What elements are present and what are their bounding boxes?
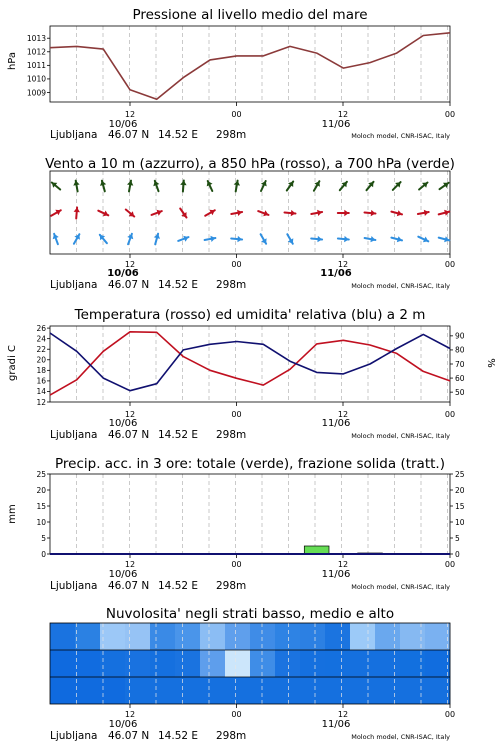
wind-700hpa-arrow-2 — [100, 181, 106, 192]
cloud-cell-alto-3 — [125, 623, 150, 650]
wind-700hpa-arrow-7 — [234, 181, 240, 192]
clouds-title: Nuvolosita' negli strati basso, medio e alto — [105, 606, 395, 622]
wind-10m-arrow-10 — [311, 236, 322, 242]
temp-rh-location-lon: 14.52 E — [158, 429, 199, 441]
precip-plot-frame — [50, 474, 450, 554]
precip-date-2: 11/06 — [321, 569, 351, 580]
y-tick-label-1: 14 — [36, 387, 46, 397]
cloud-cell-basso-1 — [75, 677, 100, 704]
cloud-cell-medio-7 — [225, 650, 250, 677]
wind-850hpa-arrow-8 — [258, 210, 268, 216]
cloud-cell-basso-11 — [325, 677, 350, 704]
precip-location-name: Ljubljana — [50, 580, 98, 592]
wind-10m-arrow-4 — [154, 234, 160, 245]
y-tick-label-4: 20 — [36, 355, 46, 365]
cloud-cell-alto-11 — [325, 623, 350, 650]
temp-rh-title: Temperatura (rosso) ed umidita' relativa (blu) a 2 m — [74, 307, 426, 323]
cloud-cell-alto-15 — [425, 623, 450, 650]
wind-date-1: 10/06 — [107, 268, 139, 279]
temp-ylabel: gradi C — [7, 345, 18, 381]
wind-850hpa-arrow-5 — [180, 209, 186, 218]
wind-xticks — [125, 254, 455, 269]
x-tick-label-0: 12 — [124, 260, 136, 269]
clouds-location-alt: 298m — [216, 730, 247, 742]
cloud-cell-alto-2 — [100, 623, 125, 650]
precip-title: Precip. acc. in 3 ore: totale (verde), frazione solida (tratt.) — [55, 456, 445, 472]
clouds-date-1: 10/06 — [108, 719, 138, 730]
pressure-plot-frame — [50, 26, 450, 102]
wind-10m-arrow-11 — [338, 236, 349, 242]
clouds-heatmap-cells — [50, 623, 450, 704]
cloud-cell-alto-6 — [200, 623, 225, 650]
arrow-head — [237, 236, 242, 242]
clouds-date-2: 11/06 — [321, 719, 351, 730]
y-tick-label-3: 1012 — [26, 47, 46, 57]
clouds-xticks — [125, 704, 455, 719]
wind-10m-arrow-3 — [127, 234, 133, 244]
y-right-tick-label-0: 50 — [455, 387, 465, 397]
x-tick-label-3: 00 — [444, 260, 456, 269]
clouds-model: Moloch model, CNR-ISAC, Italy — [351, 733, 450, 741]
wind-panel — [45, 156, 455, 291]
wind-700hpa-arrow-12 — [367, 182, 374, 190]
temp-rh-model: Moloch model, CNR-ISAC, Italy — [351, 432, 450, 440]
y-tick-label-3: 18 — [36, 366, 46, 376]
y-tick-label-0: 12 — [36, 397, 46, 407]
cloud-cell-basso-4 — [150, 677, 175, 704]
cloud-cell-basso-12 — [350, 677, 375, 704]
cloud-cell-alto-7 — [225, 623, 250, 650]
precip-location-alt: 298m — [216, 580, 247, 592]
cloud-cell-basso-5 — [175, 677, 200, 704]
wind-850hpa-arrow-6 — [205, 210, 215, 216]
cloud-cell-basso-9 — [275, 677, 300, 704]
wind-850hpa-arrow-7 — [231, 210, 242, 216]
pressure-location-alt: 298m — [216, 129, 247, 141]
wind-850hpa-arrow-1 — [74, 208, 80, 219]
cloud-cell-medio-2 — [100, 650, 125, 677]
precip-location-lon: 14.52 E — [158, 580, 199, 592]
clouds-location-lat: 46.07 N — [108, 730, 150, 742]
arrow-head — [317, 236, 322, 242]
cloud-cell-basso-14 — [400, 677, 425, 704]
precip-bar-10 — [304, 546, 329, 554]
x-tick-label-2: 12 — [337, 710, 349, 719]
rh-yticks — [450, 332, 465, 397]
cloud-cell-alto-12 — [350, 623, 375, 650]
cloud-cell-basso-0 — [50, 677, 75, 704]
y-tick-label-5: 25 — [36, 469, 46, 479]
cloud-cell-medio-9 — [275, 650, 300, 677]
wind-850hpa-arrow-11 — [338, 210, 349, 216]
y-tick-label-0: 0 — [41, 549, 46, 559]
wind-10m-arrow-0 — [53, 234, 59, 244]
wind-10m-arrow-2 — [100, 235, 107, 243]
temperature-line — [50, 332, 450, 395]
wind-700hpa-arrow-6 — [207, 181, 213, 191]
cloud-cell-basso-13 — [375, 677, 400, 704]
cloud-cell-alto-13 — [375, 623, 400, 650]
cloud-cell-medio-0 — [50, 650, 75, 677]
arrow-head — [344, 236, 349, 242]
pressure-title: Pressione al livello medio del mare — [132, 7, 368, 23]
y-right-tick-label-1: 60 — [455, 373, 465, 383]
y-tick-label-4: 1013 — [26, 34, 46, 44]
temp-rh-date-2: 11/06 — [321, 418, 351, 429]
x-tick-label-1: 00 — [231, 110, 242, 119]
x-tick-label-0: 12 — [124, 110, 136, 119]
x-tick-label-2: 12 — [337, 410, 349, 419]
cloud-cell-alto-4 — [150, 623, 175, 650]
arrow-head — [234, 181, 240, 186]
wind-850hpa-arrow-0 — [51, 210, 61, 216]
precip-ylabel: mm — [7, 504, 18, 524]
pressure-model: Moloch model, CNR-ISAC, Italy — [351, 132, 450, 140]
cloud-cell-alto-10 — [300, 623, 325, 650]
pressure-ylabel: hPa — [7, 51, 18, 71]
cloud-cell-medio-14 — [400, 650, 425, 677]
wind-700hpa-arrow-3 — [127, 181, 133, 192]
y-right-tick-label-3: 80 — [455, 345, 465, 355]
x-tick-label-2: 12 — [337, 110, 349, 119]
pressure-location-lat: 46.07 N — [108, 129, 150, 141]
temp-rh-location-lat: 46.07 N — [108, 429, 150, 441]
clouds-location-name: Ljubljana — [50, 730, 98, 742]
cloud-cell-medio-10 — [300, 650, 325, 677]
rh-ylabel: % — [485, 358, 496, 368]
pressure-series — [50, 33, 450, 100]
x-tick-label-1: 00 — [231, 260, 242, 269]
pressure-date-2: 11/06 — [321, 119, 351, 130]
y-tick-label-7: 26 — [36, 323, 46, 333]
wind-arrows — [51, 181, 449, 245]
wind-model: Moloch model, CNR-ISAC, Italy — [351, 282, 450, 290]
y-right-tick-label-4: 90 — [455, 331, 465, 341]
wind-850hpa-arrow-10 — [311, 210, 322, 216]
y-right-tick-label-3: 15 — [455, 501, 465, 511]
cloud-cell-basso-7 — [225, 677, 250, 704]
wind-date-2: 11/06 — [320, 268, 352, 279]
wind-700hpa-arrow-11 — [340, 182, 347, 190]
y-tick-label-1: 5 — [41, 533, 46, 543]
y-tick-label-2: 16 — [36, 376, 46, 386]
pressure-xticks — [125, 102, 455, 119]
y-tick-label-3: 15 — [36, 501, 46, 511]
cloud-cell-basso-10 — [300, 677, 325, 704]
y-tick-label-0: 1009 — [26, 88, 46, 98]
wind-10m-arrow-5 — [178, 236, 188, 242]
wind-10m-arrow-8 — [261, 234, 267, 244]
wind-10m-arrow-13 — [391, 236, 402, 242]
precip-yticks — [36, 470, 50, 559]
cloud-cell-basso-15 — [425, 677, 450, 704]
temp-rh-location-alt: 298m — [216, 429, 247, 441]
x-tick-label-3: 00 — [444, 410, 456, 419]
y-right-tick-label-4: 20 — [455, 485, 465, 495]
pressure-location-name: Ljubljana — [50, 129, 98, 141]
pressure-yticks — [27, 34, 50, 97]
wind-10m-arrow-14 — [418, 237, 428, 243]
pressure-panel — [7, 7, 455, 141]
cloud-cell-medio-6 — [200, 650, 225, 677]
cloud-cell-basso-2 — [100, 677, 125, 704]
wind-location-lat: 46.07 N — [108, 279, 150, 291]
temp-rh-date-1: 10/06 — [108, 418, 138, 429]
precip-panel — [7, 456, 465, 592]
cloud-cell-alto-14 — [400, 623, 425, 650]
arrow-head — [74, 208, 80, 213]
cloud-cell-medio-12 — [350, 650, 375, 677]
x-tick-label-0: 12 — [124, 710, 136, 719]
y-right-tick-label-2: 10 — [455, 517, 465, 527]
arrow-head — [180, 181, 186, 186]
cloud-cell-alto-0 — [50, 623, 75, 650]
wind-850hpa-arrow-9 — [285, 210, 296, 216]
wind-10m-arrow-1 — [74, 234, 80, 244]
precip-yticks-right — [450, 470, 465, 559]
wind-700hpa-arrow-1 — [73, 181, 79, 192]
x-tick-label-2: 12 — [337, 560, 349, 569]
y-right-tick-label-1: 5 — [455, 533, 460, 543]
precip-date-1: 10/06 — [108, 569, 138, 580]
arrow-head — [73, 181, 79, 186]
y-tick-label-2: 1011 — [26, 61, 46, 71]
x-tick-label-1: 00 — [231, 710, 242, 719]
cloud-cell-medio-4 — [150, 650, 175, 677]
wind-plot-frame — [50, 171, 450, 254]
x-tick-label-0: 12 — [124, 560, 136, 569]
precip-location-lat: 46.07 N — [108, 580, 150, 592]
wind-850hpa-arrow-13 — [391, 210, 402, 216]
cloud-cell-alto-9 — [275, 623, 300, 650]
pressure-line — [50, 33, 450, 100]
y-tick-label-1: 1010 — [26, 74, 46, 84]
wind-10m-arrow-12 — [365, 236, 376, 242]
cloud-cell-medio-8 — [250, 650, 275, 677]
clouds-panel — [50, 606, 455, 742]
pressure-date-1: 10/06 — [108, 119, 138, 130]
cloud-cell-basso-8 — [250, 677, 275, 704]
temp-rh-xticks — [125, 402, 455, 419]
wind-700hpa-arrow-5 — [180, 181, 186, 192]
wind-location-name: Ljubljana — [50, 279, 98, 291]
x-tick-label-1: 00 — [231, 410, 242, 419]
y-right-tick-label-0: 0 — [455, 549, 460, 559]
temp-rh-plot-frame — [50, 326, 450, 402]
wind-location-lon: 14.52 E — [158, 279, 199, 291]
precip-xticks — [125, 554, 455, 569]
y-tick-label-4: 20 — [36, 485, 46, 495]
wind-10m-arrow-7 — [231, 236, 242, 242]
x-tick-label-0: 12 — [124, 410, 136, 419]
cloud-cell-medio-15 — [425, 650, 450, 677]
cloud-cell-alto-8 — [250, 623, 275, 650]
y-right-tick-label-5: 25 — [455, 469, 465, 479]
cloud-cell-medio-3 — [125, 650, 150, 677]
temp-yticks — [36, 324, 50, 407]
temp-rh-series — [50, 332, 450, 395]
y-tick-label-5: 22 — [36, 345, 46, 355]
wind-700hpa-arrow-4 — [153, 181, 159, 191]
precip-series — [50, 546, 450, 554]
cloud-cell-alto-5 — [175, 623, 200, 650]
x-tick-label-3: 00 — [444, 560, 456, 569]
wind-850hpa-arrow-4 — [152, 210, 162, 216]
wind-title: Vento a 10 m (azzurro), a 850 hPa (rosso), a 700 hPa (verde) — [45, 156, 455, 172]
cloud-cell-alto-1 — [75, 623, 100, 650]
wind-700hpa-arrow-14 — [419, 183, 427, 190]
x-tick-label-1: 00 — [231, 560, 242, 569]
cloud-cell-basso-6 — [200, 677, 225, 704]
cloud-cell-medio-13 — [375, 650, 400, 677]
precip-model: Moloch model, CNR-ISAC, Italy — [351, 583, 450, 591]
cloud-cell-medio-11 — [325, 650, 350, 677]
arrow-head — [371, 210, 376, 216]
wind-850hpa-arrow-3 — [126, 210, 134, 217]
clouds-location-lon: 14.52 E — [158, 730, 199, 742]
arrow-head — [344, 210, 349, 216]
temp-rh-panel — [7, 307, 496, 441]
y-tick-label-2: 10 — [36, 517, 46, 527]
wind-850hpa-arrow-14 — [418, 210, 429, 216]
wind-700hpa-arrow-9 — [287, 182, 293, 191]
cloud-cell-medio-1 — [75, 650, 100, 677]
x-tick-label-2: 12 — [337, 260, 349, 269]
x-tick-label-3: 00 — [444, 110, 456, 119]
x-tick-label-3: 00 — [444, 710, 456, 719]
wind-700hpa-arrow-13 — [393, 182, 401, 190]
wind-10m-arrow-6 — [205, 236, 216, 242]
arrow-head — [291, 210, 296, 216]
y-tick-label-6: 24 — [36, 334, 46, 344]
pressure-location-lon: 14.52 E — [158, 129, 199, 141]
cloud-cell-medio-5 — [175, 650, 200, 677]
y-right-tick-label-2: 70 — [455, 359, 465, 369]
wind-700hpa-arrow-0 — [52, 183, 60, 190]
temp-rh-location-name: Ljubljana — [50, 429, 98, 441]
cloud-cell-basso-3 — [125, 677, 150, 704]
wind-location-alt: 298m — [216, 279, 247, 291]
precip-gridlines — [77, 474, 448, 554]
wind-850hpa-arrow-12 — [365, 210, 376, 216]
